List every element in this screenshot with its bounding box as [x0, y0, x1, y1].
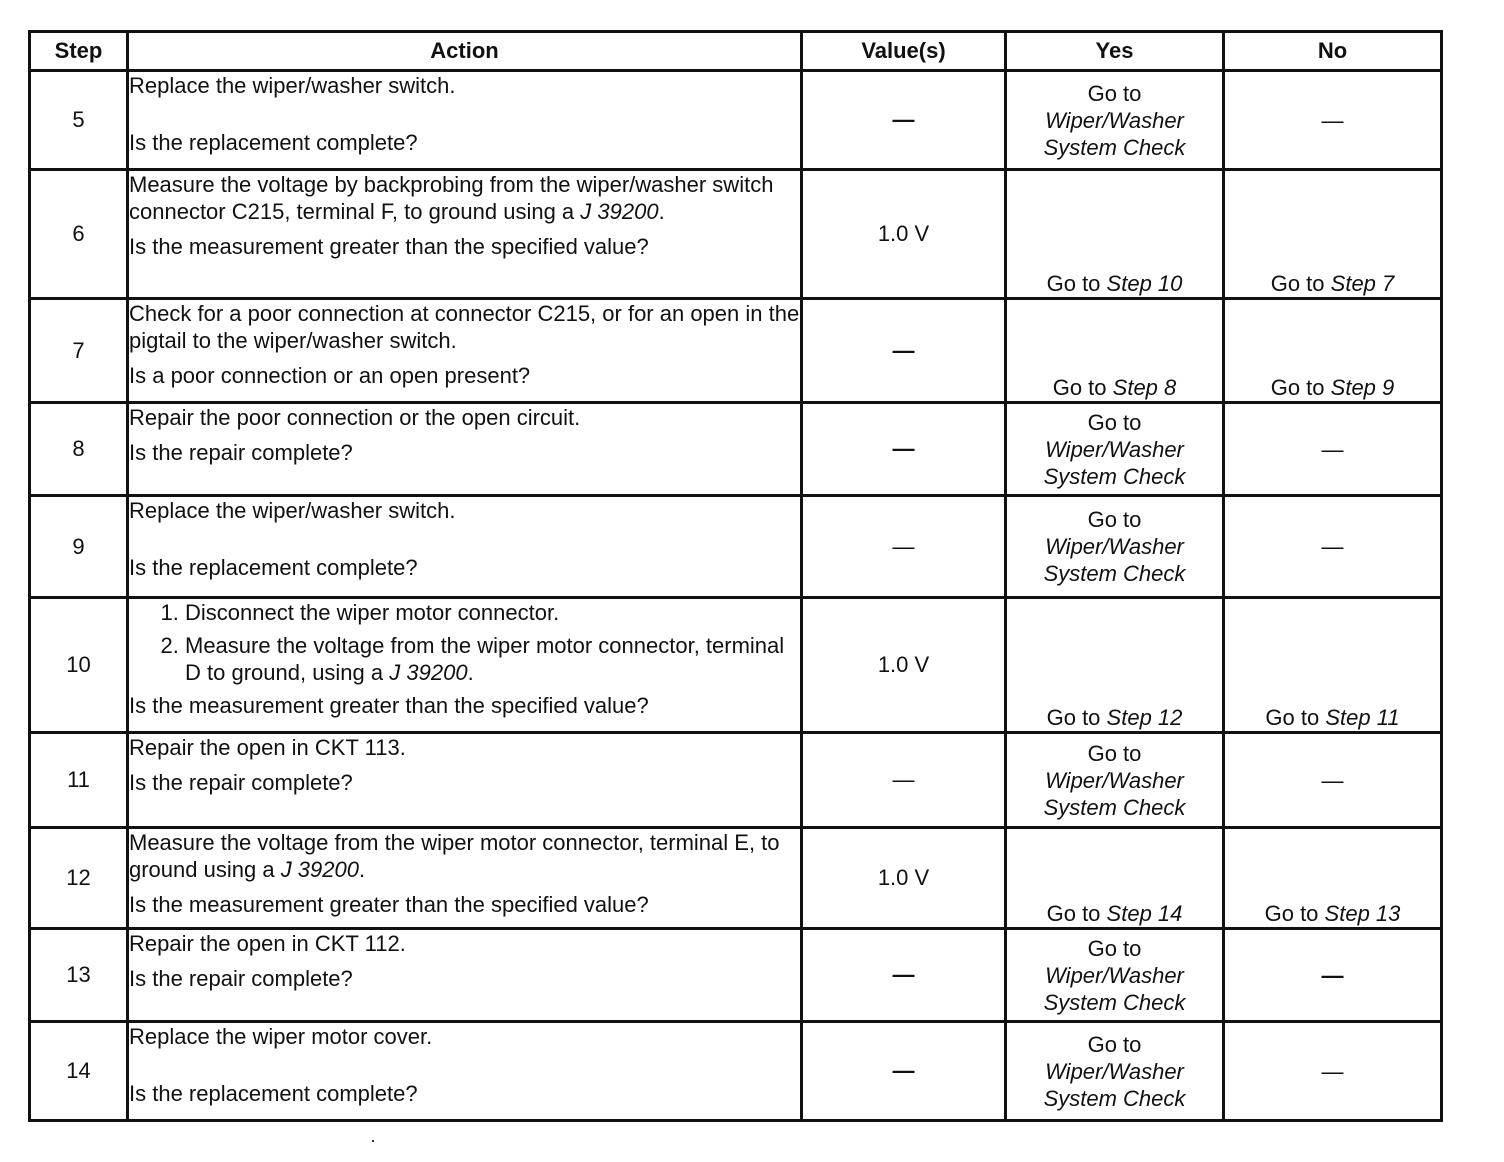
goto-target: Step 11: [1325, 705, 1400, 730]
goto-target: Wiper/Washer: [1045, 767, 1184, 793]
action-question: Is a poor connection or an open present?: [129, 363, 531, 388]
yes-cell: [1006, 496, 1224, 598]
action-question: Is the replacement complete?: [129, 130, 418, 155]
step-number: 13: [30, 929, 128, 1022]
header-row: [30, 32, 1442, 71]
substep-item: 1. Disconnect the wiper motor connector.: [185, 599, 800, 626]
yes-cell: [1006, 403, 1224, 496]
step-number: 7: [30, 299, 128, 403]
goto-target: Step 10: [1106, 271, 1183, 296]
table-row: [30, 299, 1442, 403]
yes-cell: [1006, 71, 1224, 170]
substep-list: [129, 599, 800, 686]
action-cell: [128, 403, 802, 496]
goto-target: Wiper/Washer: [1045, 436, 1184, 462]
goto-target: Wiper/Washer: [1045, 962, 1184, 988]
goto-text: Go to: [1087, 409, 1142, 435]
action-text: Replace the wiper motor cover.: [129, 1024, 433, 1049]
goto-text: Go to: [1270, 375, 1325, 400]
action-question: Is the repair complete?: [129, 770, 353, 795]
table-row: [30, 403, 1442, 496]
goto-text: Go to: [1087, 740, 1142, 766]
header-action: Action: [128, 32, 802, 71]
substep-item: 2. Measure the voltage from the wiper motor connector, terminal D to ground, using a J 39200.: [185, 632, 800, 686]
action-text: Check for a poor connection at connector C215, or for an open in the pigtail to the wiper/washer switch.: [129, 301, 800, 353]
yes-cell: [1006, 929, 1224, 1022]
action-question: Is the replacement complete?: [129, 555, 418, 580]
table-row: [30, 170, 1442, 299]
action-text: Repair the poor connection or the open circuit.: [129, 405, 581, 430]
no-cell: [1224, 828, 1442, 929]
goto-target: System Check: [1043, 1085, 1186, 1111]
action-cell: [128, 598, 802, 733]
table-row: [30, 71, 1442, 170]
yes-cell: [1006, 733, 1224, 828]
goto-text: Go to: [1087, 935, 1142, 961]
table-row: [30, 733, 1442, 828]
value-cell: 1.0 V: [802, 598, 1006, 733]
action-question: Is the replacement complete?: [129, 1081, 418, 1106]
diagnostic-table: [28, 30, 1443, 1122]
value-cell: 1.0 V: [802, 828, 1006, 929]
goto-text: Go to: [1264, 901, 1319, 926]
table-row: [30, 496, 1442, 598]
action-cell: [128, 929, 802, 1022]
goto-target: Step 14: [1106, 901, 1183, 926]
yes-cell: [1006, 170, 1224, 299]
value-cell: —: [802, 733, 1006, 828]
goto-text: Go to: [1052, 375, 1107, 400]
action-question: Is the repair complete?: [129, 966, 353, 991]
header-no: No: [1224, 32, 1442, 71]
goto-text: Go to: [1087, 80, 1142, 106]
action-text: Replace the wiper/washer switch.: [129, 73, 456, 98]
goto-text: Go to: [1270, 271, 1325, 296]
action-text: Repair the open in CKT 112.: [129, 931, 406, 956]
action-question: Is the measurement greater than the specified value?: [129, 234, 649, 259]
yes-cell: [1006, 598, 1224, 733]
table-row: [30, 1022, 1442, 1121]
no-cell: —: [1224, 1022, 1442, 1121]
goto-target: Step 7: [1330, 271, 1395, 296]
value-cell: —: [802, 71, 1006, 170]
goto-target: Step 12: [1106, 705, 1183, 730]
action-question: Is the measurement greater than the specified value?: [129, 693, 649, 718]
goto-text: Go to: [1046, 901, 1101, 926]
substep-text: Measure the voltage from the wiper motor connector, terminal D to ground, using a: [185, 633, 785, 685]
goto-text: Go to: [1265, 705, 1320, 730]
no-cell: —: [1224, 496, 1442, 598]
no-cell: —: [1224, 403, 1442, 496]
value-cell: 1.0 V: [802, 170, 1006, 299]
action-cell: [128, 496, 802, 598]
action-text: Replace the wiper/washer switch.: [129, 498, 456, 523]
action-text: Repair the open in CKT 113.: [129, 735, 406, 760]
goto-target: System Check: [1043, 989, 1186, 1015]
yes-cell: [1006, 1022, 1224, 1121]
step-number: 12: [30, 828, 128, 929]
no-cell: —: [1224, 733, 1442, 828]
tool-name: J 39200: [389, 660, 468, 685]
step-number: 5: [30, 71, 128, 170]
table-row: [30, 598, 1442, 733]
no-cell: —: [1224, 929, 1442, 1022]
value-cell: —: [802, 496, 1006, 598]
yes-cell: [1006, 828, 1224, 929]
header-values: Value(s): [802, 32, 1006, 71]
step-number: 11: [30, 733, 128, 828]
no-cell: [1224, 299, 1442, 403]
goto-text: Go to: [1087, 507, 1142, 532]
value-cell: —: [802, 299, 1006, 403]
no-cell: —: [1224, 71, 1442, 170]
goto-target: Wiper/Washer: [1045, 534, 1184, 559]
header-yes: Yes: [1006, 32, 1224, 71]
value-cell: —: [802, 403, 1006, 496]
goto-text: Go to: [1046, 271, 1101, 296]
step-number: 8: [30, 403, 128, 496]
goto-target: Step 13: [1324, 901, 1401, 926]
tool-name: J 39200: [580, 199, 659, 224]
scan-speck: [372, 1140, 374, 1142]
goto-target: System Check: [1043, 463, 1186, 489]
step-number: 6: [30, 170, 128, 299]
action-cell: [128, 71, 802, 170]
action-cell: Measure the voltage from the wiper motor connector, terminal E, to ground using a J 39200. Is the measurement greater than the specified value?: [128, 828, 802, 929]
goto-text: Go to: [1087, 1031, 1142, 1057]
goto-target: Step 8: [1112, 375, 1177, 400]
action-text: Measure the voltage from the wiper motor connector, terminal E, to ground using a: [129, 830, 780, 882]
value-cell: —: [802, 1022, 1006, 1121]
no-cell: [1224, 598, 1442, 733]
goto-target: System Check: [1043, 134, 1186, 160]
action-text: Measure the voltage by backprobing from the wiper/washer switch connector C215, terminal F, to ground using a: [129, 172, 774, 224]
table-row: [30, 929, 1442, 1022]
value-cell: —: [802, 929, 1006, 1022]
step-number: 14: [30, 1022, 128, 1121]
step-number: 9: [30, 496, 128, 598]
action-question: Is the measurement greater than the specified value?: [129, 892, 649, 917]
action-question: Is the repair complete?: [129, 440, 353, 465]
goto-target: Step 9: [1330, 375, 1395, 400]
action-cell: [128, 1022, 802, 1121]
yes-cell: [1006, 299, 1224, 403]
header-step: Step: [30, 32, 128, 71]
goto-text: Go to: [1046, 705, 1101, 730]
goto-target: System Check: [1043, 794, 1186, 820]
step-number: 10: [30, 598, 128, 733]
action-cell: [128, 733, 802, 828]
action-cell: Measure the voltage by backprobing from the wiper/washer switch connector C215, terminal F, to ground using a J 39200. Is the measurement greater than the specified value?: [128, 170, 802, 299]
no-cell: [1224, 170, 1442, 299]
goto-target: Wiper/Washer: [1045, 107, 1184, 133]
table-row: [30, 828, 1442, 929]
tool-name: J 39200: [280, 857, 359, 882]
action-cell: [128, 299, 802, 403]
goto-target: System Check: [1043, 561, 1186, 586]
goto-target: Wiper/Washer: [1045, 1058, 1184, 1084]
